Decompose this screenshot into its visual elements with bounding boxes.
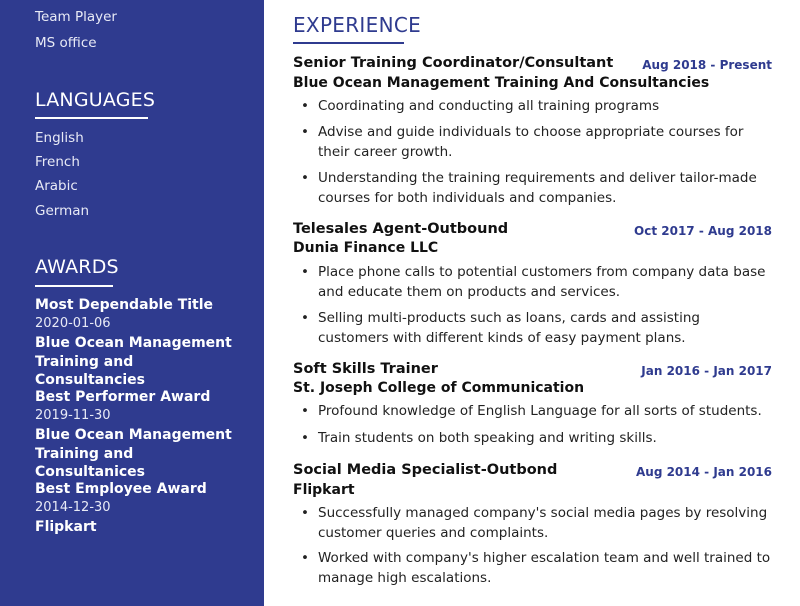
job-dates: Jan 2016 - Jan 2017 (641, 364, 772, 378)
job-bullet: • Worked with company's higher escalation team and well trained to manage high escalations. (318, 548, 773, 588)
award-title: Best Employee Award (35, 481, 207, 497)
job-title: Soft Skills Trainer (293, 361, 438, 377)
job-company: St. Joseph College of Communication (293, 380, 585, 396)
job-company: Flipkart (293, 482, 355, 498)
award-date: 2014-12-30 (35, 500, 111, 515)
job-bullet: • Train students on both speaking and writing skills. (318, 428, 773, 448)
languages-heading: LANGUAGES (35, 89, 156, 111)
sidebar (0, 0, 264, 606)
job-bullet: • Place phone calls to potential customers from company data base and educate them on products and services. (318, 262, 773, 302)
award-title: Best Performer Award (35, 389, 211, 405)
award-org: Blue Ocean Management Training and Consultanices (35, 427, 232, 480)
job-dates: Aug 2014 - Jan 2016 (635, 465, 772, 479)
awards-heading: AWARDS (35, 256, 119, 278)
job-company: Dunia Finance LLC (293, 240, 439, 256)
language-item: German (35, 203, 90, 219)
job-bullet: • Coordinating and conducting all training programs (318, 96, 773, 116)
award-title: Most Dependable Title (35, 297, 214, 313)
language-item: Arabic (35, 178, 78, 194)
award-date: 2020-01-06 (35, 316, 111, 331)
job-title: Social Media Specialist-Outbond (293, 462, 558, 478)
job-bullet: • Successfully managed company's social media pages by resolving customer queries and complaints. (318, 503, 773, 543)
experience-heading: EXPERIENCE (293, 13, 422, 37)
award-org: Flipkart (35, 519, 97, 535)
job-bullet: • Selling multi-products such as loans, cards and assisting customers with different kinds of easy payment plans. (318, 308, 773, 348)
awards-divider (35, 285, 113, 287)
award-org: Blue Ocean Management Training and Consultancies (35, 335, 232, 388)
job-company: Blue Ocean Management Training And Consultancies (293, 75, 710, 91)
skill-item: MS office (35, 35, 97, 51)
language-item: English (35, 130, 84, 146)
languages-divider (35, 117, 148, 119)
award-date: 2019-11-30 (35, 408, 111, 423)
job-title: Senior Training Coordinator/Consultant (293, 55, 614, 71)
job-bullet: • Understanding the training requirements and deliver tailor-made courses for both individuals and companies. (318, 168, 773, 208)
language-item: French (35, 154, 80, 170)
job-title: Telesales Agent-Outbound (293, 221, 509, 237)
job-bullet: • Profound knowledge of English Language for all sorts of students. (318, 401, 773, 421)
experience-divider (293, 42, 404, 44)
job-bullet: • Advise and guide individuals to choose appropriate courses for their career growth. (318, 122, 773, 162)
job-dates: Aug 2018 - Present (642, 58, 772, 72)
job-dates: Oct 2017 - Aug 2018 (634, 224, 772, 238)
skill-item: Team Player (35, 9, 117, 25)
